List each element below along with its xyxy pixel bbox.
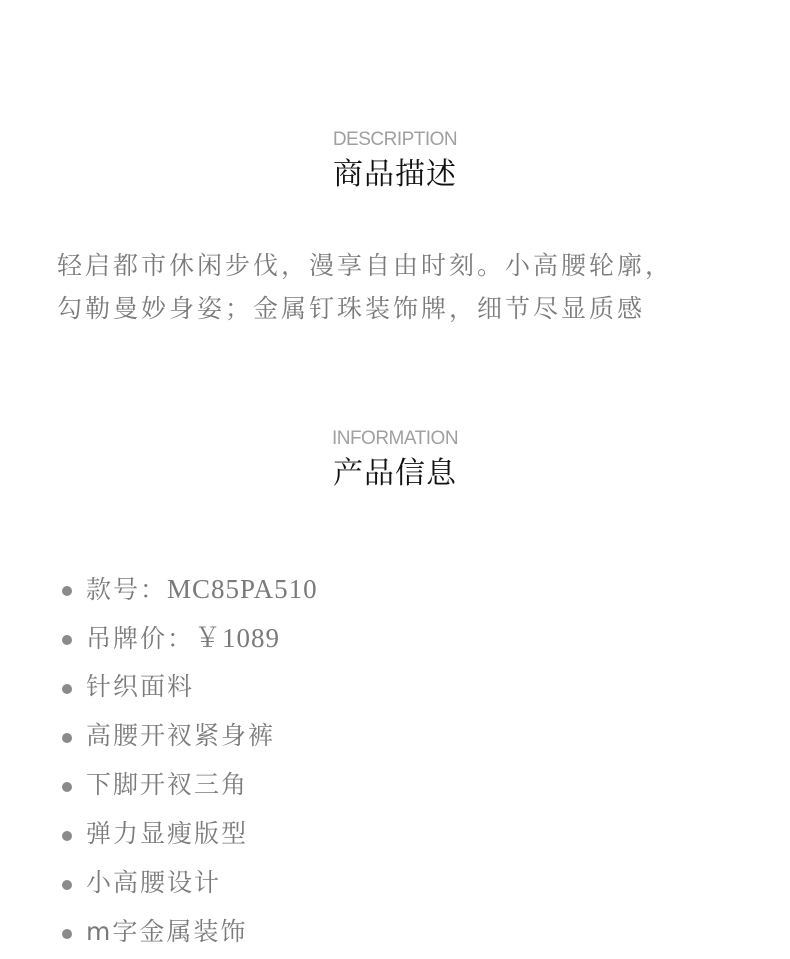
list-item-price [62,616,318,665]
information-list [62,567,318,959]
information-eyebrow: INFORMATION [331,428,459,449]
bullet-icon [62,782,72,792]
item-label: m字金属装饰 [86,917,248,946]
item-value: ￥1089 [194,623,281,653]
description-eyebrow: DESCRIPTION [332,129,458,150]
information-title: 产品信息 [333,456,457,491]
item-value: MC85PA510 [167,574,318,604]
list-item-style-number [62,567,318,616]
bullet-icon [62,586,72,596]
item-label: 弹力显瘦版型 [86,819,249,848]
item-label: 针织面料 [86,672,195,701]
bullet-icon [62,831,72,841]
description-header [0,128,790,194]
bullet-icon [62,929,72,939]
bullet-icon [62,635,72,645]
item-label: 下脚开衩三角 [86,770,249,799]
item-label: 小高腰设计 [86,868,222,897]
list-item [62,861,318,910]
list-item [62,812,318,861]
bullet-icon [62,684,72,694]
information-header [0,427,790,493]
list-item [62,665,318,714]
list-item [62,763,318,812]
list-item [62,714,318,763]
item-label: 高腰开衩紧身裤 [86,721,276,750]
description-title: 商品描述 [333,157,457,192]
item-label: 款号： [86,575,168,604]
bullet-icon [62,733,72,743]
description-line: 轻启都市休闲步伐，漫享自由时刻。小高腰轮廓， [57,251,674,280]
description-text [57,244,747,330]
list-item [62,910,318,959]
description-line: 勾勒曼妙身姿；金属钉珠装饰牌，细节尽显质感 [57,294,646,323]
bullet-icon [62,880,72,890]
item-label: 吊牌价： [86,624,195,653]
